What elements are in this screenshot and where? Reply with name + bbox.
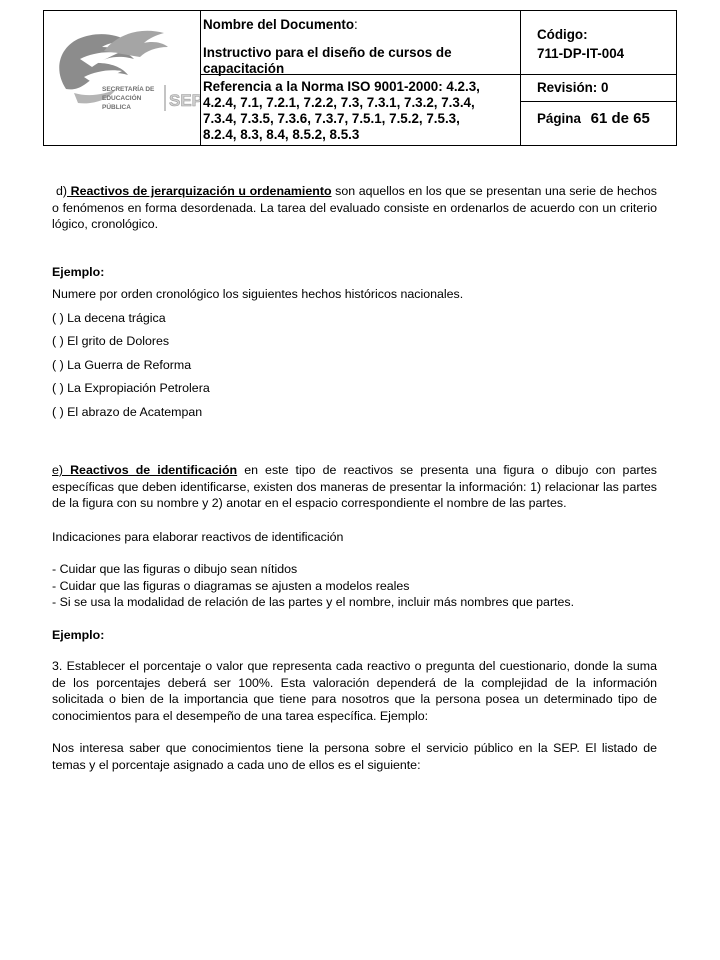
reference-line-3: 7.3.4, 7.3.5, 7.3.6, 7.3.7, 7.5.1, 7.5.2, 7.5.3, bbox=[203, 111, 460, 126]
section-e-paragraph bbox=[52, 462, 657, 512]
indication-item: - Cuidar que las figuras o dibujo sean nítidos bbox=[52, 562, 298, 576]
document-header-table bbox=[43, 10, 677, 146]
logo-line-1: SECRETARÍA DE bbox=[102, 86, 155, 93]
document-body bbox=[52, 183, 657, 773]
code-block bbox=[520, 11, 676, 75]
revision-text: Revisión: 0 bbox=[537, 80, 609, 95]
section-d-letter: d) bbox=[56, 184, 68, 198]
logo-cell bbox=[44, 11, 201, 145]
example-1-label: Ejemplo: bbox=[52, 264, 105, 279]
example-2-label: Ejemplo: bbox=[52, 627, 105, 642]
example-1-item: ( ) La Expropiación Petrolera bbox=[52, 381, 210, 395]
document-title-line-1: Instructivo para el diseño de cursos de bbox=[203, 45, 452, 60]
example-1-item: ( ) El grito de Dolores bbox=[52, 334, 170, 348]
document-title-line-2: capacitación bbox=[203, 61, 285, 76]
example-1-item: ( ) La decena trágica bbox=[52, 310, 166, 325]
indication-item: - Cuidar que las figuras o diagramas se ajusten a modelos reales bbox=[52, 578, 410, 593]
code-label: Código: bbox=[537, 27, 588, 42]
revision-block bbox=[520, 75, 676, 102]
section-e-text: en este tipo de reactivos se presenta una figura o dibujo con partes específicas que deben identificarse, existen dos maneras de presentar la información: 1) relacionar las partes de la figura con su nombre y 2) anotar en el espacio correspondiente el nombre de las partes. bbox=[52, 463, 657, 510]
reference-line-1: Referencia a la Norma ISO 9001-2000: 4.2.3, bbox=[203, 79, 480, 94]
reference-line-2: 4.2.4, 7.1, 7.2.1, 7.2.2, 7.3, 7.3.1, 7.3.2, 7.3.4, bbox=[203, 95, 475, 110]
page-label: Página bbox=[537, 111, 581, 126]
page-block bbox=[520, 102, 676, 145]
section-e-term: Reactivos de identificación bbox=[63, 463, 238, 477]
page-value: 61 de 65 bbox=[590, 110, 650, 127]
code-value: 711-DP-IT-004 bbox=[537, 46, 625, 61]
document-name-colon: : bbox=[354, 17, 358, 32]
document-control-cell bbox=[520, 11, 676, 145]
example-1-item: ( ) La Guerra de Reforma bbox=[52, 357, 192, 372]
example-1-instruction: Numere por orden cronológico los siguientes hechos históricos nacionales. bbox=[52, 287, 464, 301]
document-name-label-line bbox=[203, 17, 517, 33]
indication-item: - Si se usa la modalidad de relación de las partes y el nombre, incluir más nombres que partes. bbox=[52, 595, 575, 609]
logo-line-2: EDUCACIÓN bbox=[102, 95, 142, 102]
section-d-term: Reactivos de jerarquización u ordenamiento bbox=[67, 184, 332, 198]
logo-acronym: SEP bbox=[169, 91, 200, 110]
section-d-paragraph bbox=[52, 183, 657, 233]
section-e-letter: e) bbox=[52, 463, 64, 477]
point-3-paragraph: 3. Establecer el porcentaje o valor que representa cada reactivo o pregunta del cuestionario, donde la suma de los porcentajes deberá ser 100%. Esta valoración dependerá de la complejidad de la información solicitada o bien de la importancia que tiene para nosotros que la persona posea un determinado tipo de conocimientos para el desempeño de una tarea específica. Ejemplo: bbox=[52, 659, 657, 723]
sep-logo bbox=[44, 11, 200, 145]
example-1-item: ( ) El abrazo de Acatempan bbox=[52, 404, 203, 419]
document-name-label: Nombre del Documento bbox=[203, 17, 355, 32]
document-info-cell bbox=[200, 11, 521, 145]
indications-title: Indicaciones para elaborar reactivos de identificación bbox=[52, 529, 344, 544]
logo-line-3: PÚBLICA bbox=[102, 104, 131, 111]
closing-paragraph: Nos interesa saber que conocimientos tiene la persona sobre el servicio público en la SEP. El listado de temas y el porcentaje asignado a cada uno de ellos es el siguiente: bbox=[52, 741, 657, 772]
sep-logo-text bbox=[102, 84, 200, 111]
iso-reference-block bbox=[200, 75, 520, 145]
document-name-block bbox=[200, 11, 520, 75]
reference-line-4: 8.2.4, 8.3, 8.4, 8.5.2, 8.5.3 bbox=[203, 127, 360, 142]
section-d-text: son aquellos en los que se presentan una serie de hechos o fenómenos en forma desordenada. La tarea del evaluado consiste en ordenarlos de acuerdo con un criterio lógico, cronológico. bbox=[52, 184, 657, 231]
